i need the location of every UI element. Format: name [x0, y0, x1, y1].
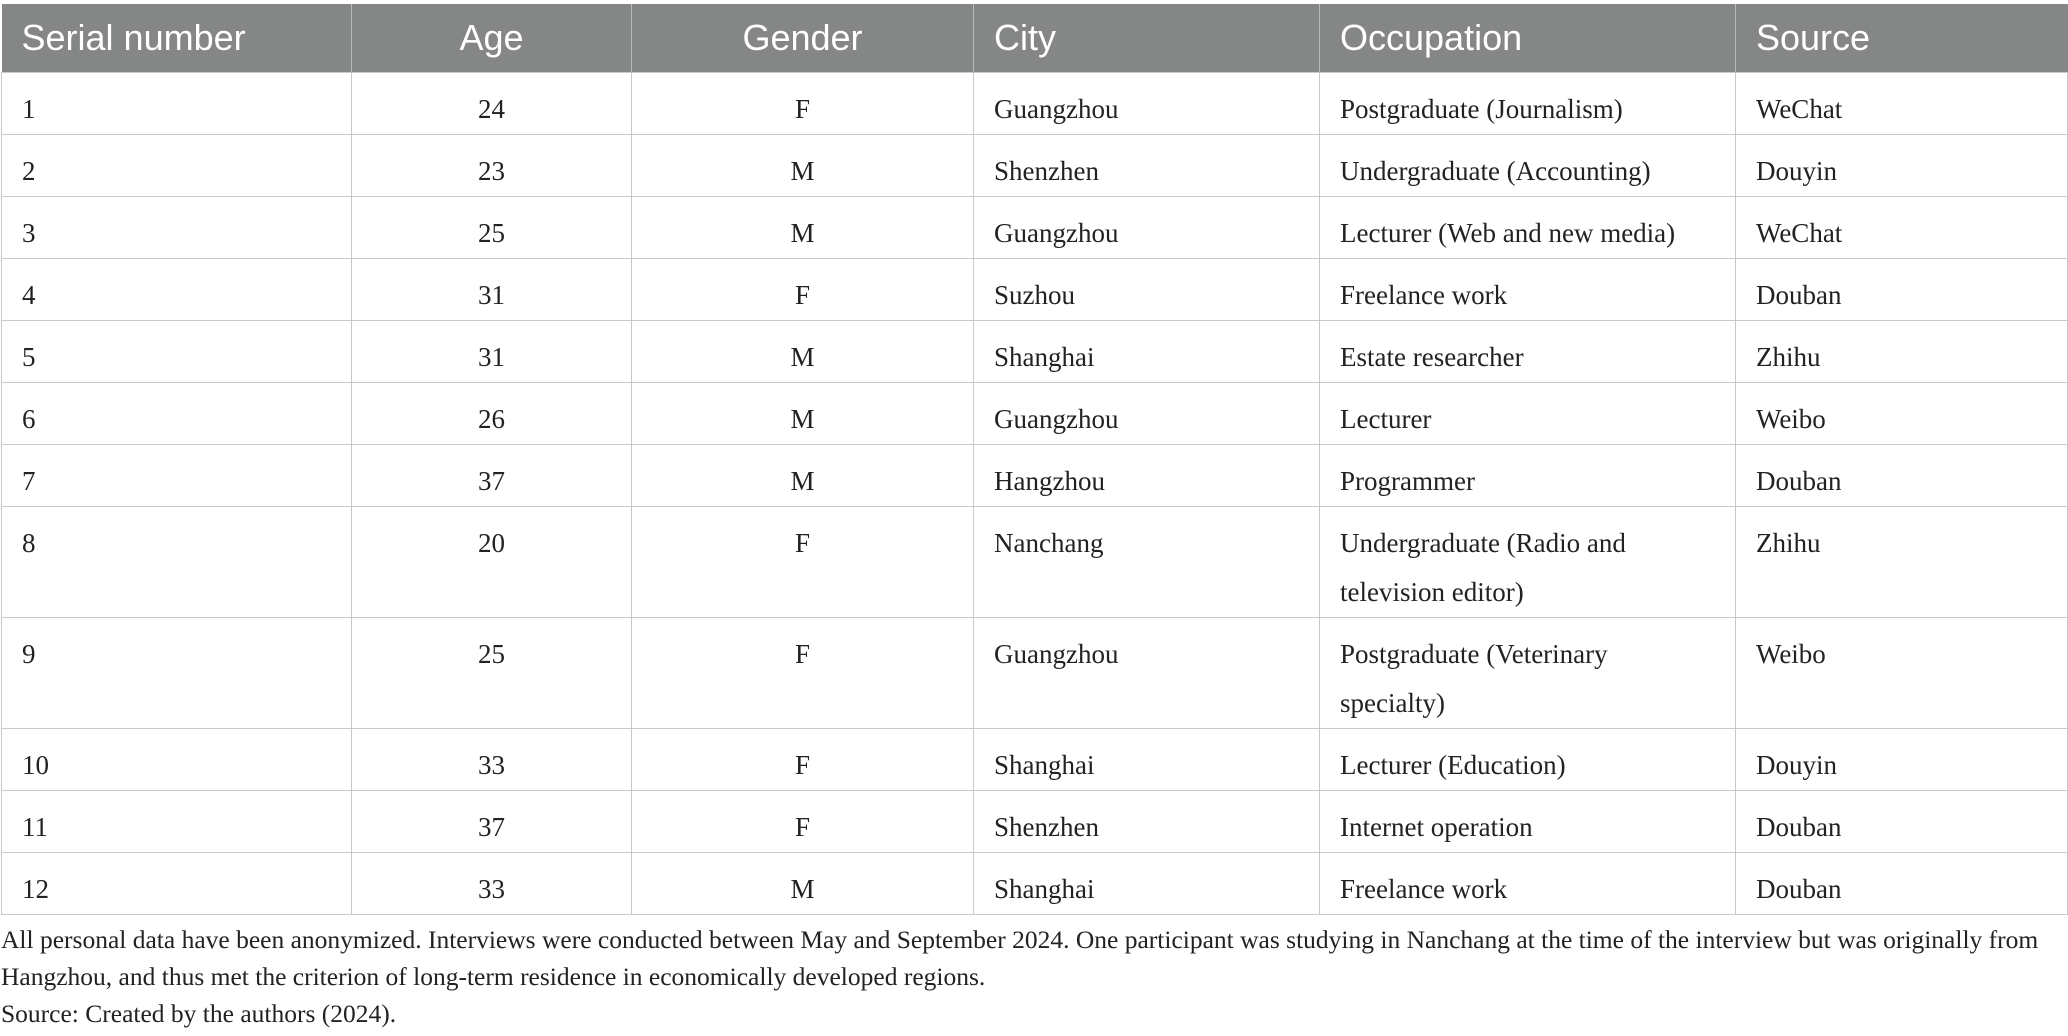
cell-source: Douyin: [1736, 729, 2068, 791]
cell-occupation: Freelance work: [1320, 853, 1736, 915]
cell-city: Suzhou: [974, 259, 1320, 321]
cell-age: 31: [352, 321, 632, 383]
cell-occupation: Undergraduate (Radio and television editor): [1320, 507, 1736, 618]
table-row: [2, 853, 2068, 915]
cell-age: 25: [352, 618, 632, 729]
table-row: [2, 507, 2068, 618]
cell-occupation: Freelance work: [1320, 259, 1736, 321]
cell-occupation: Undergraduate (Accounting): [1320, 135, 1736, 197]
cell-gender: F: [632, 729, 974, 791]
cell-city: Shanghai: [974, 321, 1320, 383]
cell-age: 31: [352, 259, 632, 321]
table-row: [2, 197, 2068, 259]
header-occupation: Occupation: [1320, 4, 1736, 73]
cell-serial-number: 9: [2, 618, 352, 729]
cell-gender: F: [632, 618, 974, 729]
cell-city: Shenzhen: [974, 791, 1320, 853]
cell-city: Hangzhou: [974, 445, 1320, 507]
table-row: [2, 791, 2068, 853]
cell-age: 23: [352, 135, 632, 197]
table-row: [2, 618, 2068, 729]
table-row: [2, 321, 2068, 383]
header-serial-number: Serial number: [2, 4, 352, 73]
cell-gender: F: [632, 507, 974, 618]
footnote-source: Source: Created by the authors (2024).: [1, 999, 397, 1028]
cell-age: 20: [352, 507, 632, 618]
cell-age: 24: [352, 73, 632, 135]
cell-age: 37: [352, 791, 632, 853]
table-header-row: [2, 4, 2068, 73]
cell-city: Shanghai: [974, 729, 1320, 791]
cell-occupation: Lecturer: [1320, 383, 1736, 445]
participant-table-container: [0, 4, 2068, 915]
header-age: Age: [352, 4, 632, 73]
cell-source: Douyin: [1736, 135, 2068, 197]
cell-gender: F: [632, 259, 974, 321]
cell-occupation: Postgraduate (Veterinary specialty): [1320, 618, 1736, 729]
cell-city: Shenzhen: [974, 135, 1320, 197]
cell-gender: F: [632, 73, 974, 135]
header-source: Source: [1736, 4, 2068, 73]
cell-source: Weibo: [1736, 383, 2068, 445]
cell-age: 25: [352, 197, 632, 259]
table-row: [2, 445, 2068, 507]
cell-source: Zhihu: [1736, 507, 2068, 618]
cell-serial-number: 1: [2, 73, 352, 135]
cell-serial-number: 5: [2, 321, 352, 383]
cell-source: Douban: [1736, 791, 2068, 853]
cell-city: Guangzhou: [974, 383, 1320, 445]
cell-serial-number: 8: [2, 507, 352, 618]
cell-age: 33: [352, 729, 632, 791]
table-row: [2, 729, 2068, 791]
cell-occupation: Programmer: [1320, 445, 1736, 507]
cell-occupation: Lecturer (Education): [1320, 729, 1736, 791]
cell-occupation: Estate researcher: [1320, 321, 1736, 383]
header-gender: Gender: [632, 4, 974, 73]
cell-age: 26: [352, 383, 632, 445]
cell-occupation: Internet operation: [1320, 791, 1736, 853]
cell-gender: M: [632, 197, 974, 259]
cell-source: Douban: [1736, 853, 2068, 915]
cell-gender: M: [632, 321, 974, 383]
cell-gender: M: [632, 135, 974, 197]
cell-serial-number: 12: [2, 853, 352, 915]
cell-serial-number: 7: [2, 445, 352, 507]
cell-city: Nanchang: [974, 507, 1320, 618]
footnote-note: All personal data have been anonymized. Interviews were conducted between May and September 2024. One participant was studying in Nanchang at the time of the interview but was originally from Hangzhou, and thus met the criterion of long-term residence in economically developed regions.: [1, 925, 2039, 991]
cell-gender: M: [632, 383, 974, 445]
cell-city: Guangzhou: [974, 73, 1320, 135]
cell-source: Douban: [1736, 259, 2068, 321]
table-body: [2, 73, 2068, 915]
cell-serial-number: 2: [2, 135, 352, 197]
cell-serial-number: 11: [2, 791, 352, 853]
cell-occupation: Lecturer (Web and new media): [1320, 197, 1736, 259]
table-row: [2, 135, 2068, 197]
cell-serial-number: 6: [2, 383, 352, 445]
cell-source: Douban: [1736, 445, 2068, 507]
cell-city: Guangzhou: [974, 618, 1320, 729]
cell-source: WeChat: [1736, 197, 2068, 259]
cell-gender: M: [632, 853, 974, 915]
header-city: City: [974, 4, 1320, 73]
table-row: [2, 259, 2068, 321]
cell-age: 37: [352, 445, 632, 507]
table-footnote: [1, 921, 2061, 1032]
table-row: [2, 383, 2068, 445]
cell-source: WeChat: [1736, 73, 2068, 135]
participant-table: [1, 4, 2068, 915]
cell-age: 33: [352, 853, 632, 915]
cell-source: Weibo: [1736, 618, 2068, 729]
cell-serial-number: 10: [2, 729, 352, 791]
cell-gender: F: [632, 791, 974, 853]
cell-serial-number: 3: [2, 197, 352, 259]
cell-source: Zhihu: [1736, 321, 2068, 383]
cell-city: Shanghai: [974, 853, 1320, 915]
cell-city: Guangzhou: [974, 197, 1320, 259]
table-row: [2, 73, 2068, 135]
cell-occupation: Postgraduate (Journalism): [1320, 73, 1736, 135]
cell-serial-number: 4: [2, 259, 352, 321]
cell-gender: M: [632, 445, 974, 507]
